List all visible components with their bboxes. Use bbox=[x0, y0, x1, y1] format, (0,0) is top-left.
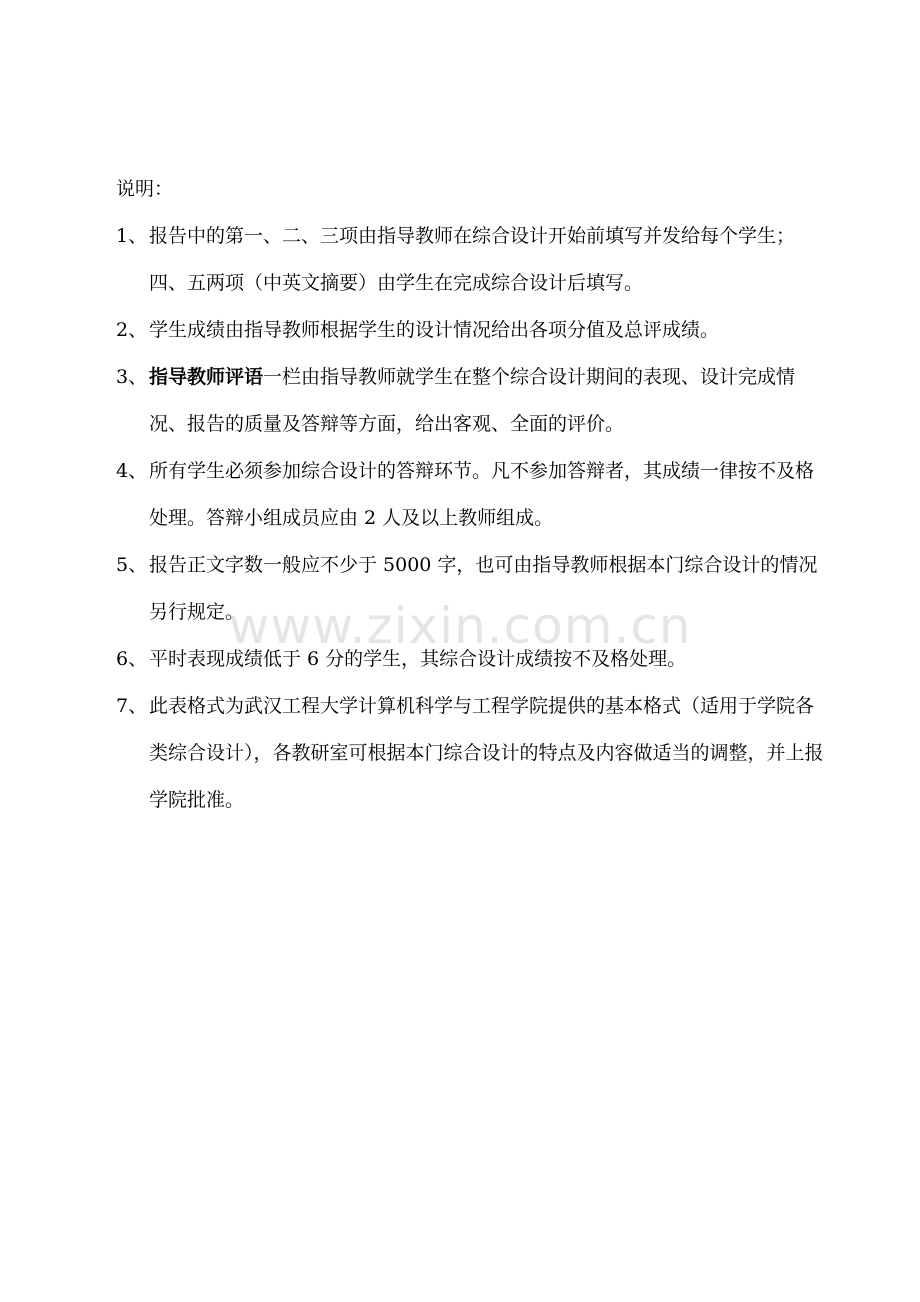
instructions-heading: 说明： bbox=[116, 178, 174, 200]
item-number: 4、 bbox=[116, 460, 148, 482]
item-number: 6、 bbox=[116, 648, 148, 670]
item-text: 平时表现成绩低于 6 分的学生，其综合设计成绩按不及格处理。 bbox=[149, 648, 687, 670]
item-text: 此表格式为武汉工程大学计算机科学与工程学院提供的基本格式（适用于学院各类综合设计），各教研室可根据本门综合设计的特点及内容做适当的调整，并上报学院批准。 bbox=[149, 695, 824, 811]
item-text: 学生成绩由指导教师根据学生的设计情况给出各项分值及总评成绩。 bbox=[149, 319, 720, 341]
instruction-item-2 bbox=[116, 307, 826, 354]
instruction-item-5 bbox=[116, 542, 826, 636]
instruction-item-3 bbox=[116, 354, 826, 448]
item-text: 一栏由指导教师就学生在整个综合设计期间的表现、设计完成情况、报告的质量及答辩等方面，给出客观、全面的评价。 bbox=[149, 366, 796, 435]
item-number: 7、 bbox=[116, 695, 148, 717]
instruction-item-1 bbox=[116, 213, 826, 307]
item-number: 2、 bbox=[116, 319, 148, 341]
item-text: 所有学生必须参加综合设计的答辩环节。凡不参加答辩者，其成绩一律按不及格处理。答辩小组成员应由 2 人及以上教师组成。 bbox=[149, 460, 815, 529]
item-number: 5、 bbox=[116, 554, 148, 576]
item-number: 1、 bbox=[116, 225, 148, 247]
item-bold-term: 指导教师评语 bbox=[149, 366, 264, 388]
instruction-item-4 bbox=[116, 448, 826, 542]
item-text: 报告中的第一、二、三项由指导教师在综合设计开始前填写并发给每个学生；四、五两项（中英文摘要）由学生在完成综合设计后填写。 bbox=[149, 225, 796, 294]
instructions-section bbox=[116, 166, 826, 824]
item-text: 报告正文字数一般应不少于 5000 字，也可由指导教师根据本门综合设计的情况另行规定。 bbox=[149, 554, 818, 623]
item-text-wrapper bbox=[149, 354, 826, 448]
item-number: 3、 bbox=[116, 366, 148, 388]
watermark: www.zixin.com.cn bbox=[228, 597, 692, 655]
instruction-item-7 bbox=[116, 683, 826, 824]
instruction-item-6 bbox=[116, 636, 826, 683]
